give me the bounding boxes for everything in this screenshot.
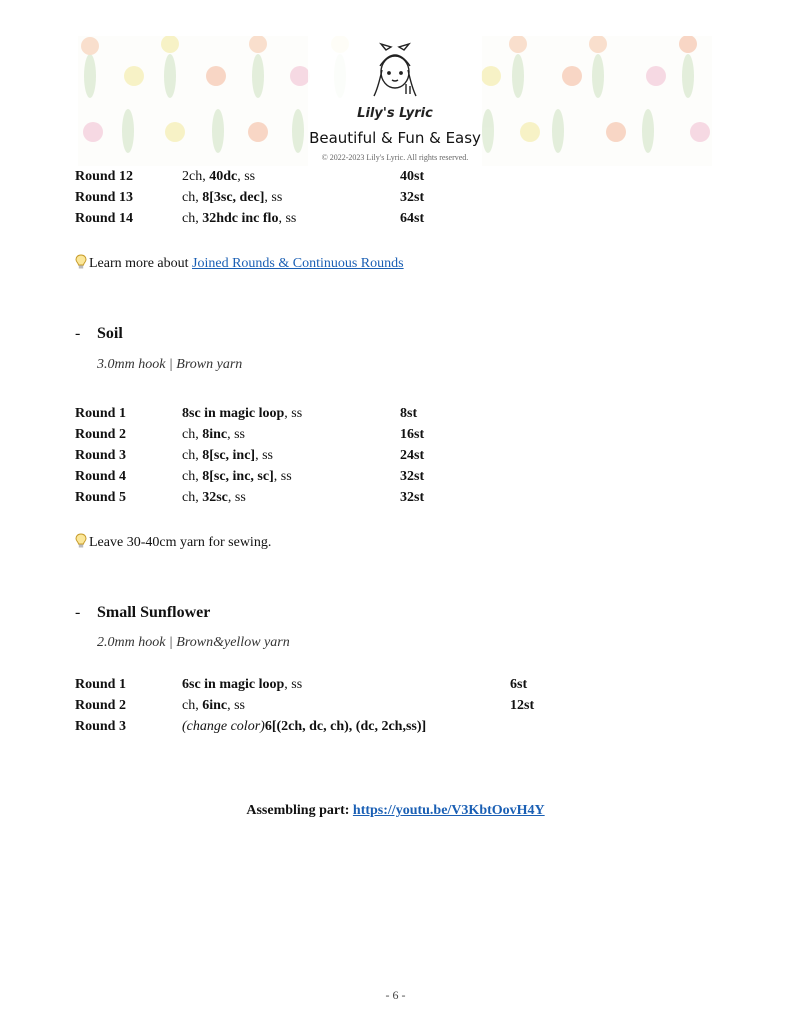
page-number: - 6 - bbox=[385, 988, 406, 1002]
assembling-video-link[interactable]: https://youtu.be/V3KbtOovH4Y bbox=[352, 803, 545, 818]
stitch-count: 32st bbox=[400, 490, 425, 505]
stitch-count: 24st bbox=[400, 448, 425, 463]
tip-joined-rounds bbox=[75, 254, 404, 272]
round-label: Round 2 bbox=[75, 427, 126, 442]
tip-text: Learn more about bbox=[89, 256, 193, 271]
section-heading-sunflower: - Small Sunflower bbox=[75, 604, 211, 621]
round-instruction: ch, 32hdc inc flo, ss bbox=[182, 211, 297, 226]
round-instruction: 2ch, 40dc, ss bbox=[182, 169, 256, 184]
assembling-line: Assembling part: https://youtu.be/V3KbtOovH4Y bbox=[246, 803, 545, 818]
stitch-count: 40st bbox=[400, 169, 425, 184]
sunflower-subtitle: 2.0mm hook | Brown&yellow yarn bbox=[97, 635, 290, 650]
round-instruction: ch, 8inc, ss bbox=[182, 427, 246, 442]
round-instruction: 6sc in magic loop, ss bbox=[182, 677, 303, 692]
stitch-count: 32st bbox=[400, 190, 425, 205]
logo-subtitle: Beautiful & Fun & Easy bbox=[309, 129, 481, 147]
round-instruction: ch, 8[sc, inc], ss bbox=[182, 448, 274, 463]
stitch-count: 64st bbox=[400, 211, 425, 226]
stitch-count: 12st bbox=[510, 698, 535, 713]
soil-subtitle: 3.0mm hook | Brown yarn bbox=[97, 357, 243, 372]
tip-text: Leave 30-40cm yarn for sewing. bbox=[89, 535, 272, 550]
logo-title: Lily's Lyric bbox=[357, 106, 433, 121]
header-banner bbox=[78, 36, 712, 166]
stitch-count: 8st bbox=[400, 406, 418, 421]
round-label: Round 5 bbox=[75, 490, 126, 505]
round-label: Round 2 bbox=[75, 698, 126, 713]
lightbulb-icon bbox=[75, 254, 87, 270]
round-label: Round 14 bbox=[75, 211, 133, 226]
round-instruction: 8sc in magic loop, ss bbox=[182, 406, 303, 421]
round-instruction: ch, 32sc, ss bbox=[182, 490, 246, 505]
stitch-count: 16st bbox=[400, 427, 425, 442]
joined-rounds-link[interactable]: Joined Rounds & Continuous Rounds bbox=[192, 256, 404, 271]
round-label: Round 13 bbox=[75, 190, 133, 205]
round-label: Round 3 bbox=[75, 448, 126, 463]
round-label: Round 1 bbox=[75, 406, 126, 421]
round-label: Round 12 bbox=[75, 169, 133, 184]
round-label: Round 4 bbox=[75, 469, 126, 484]
stitch-count: 6st bbox=[510, 677, 528, 692]
copyright: © 2022-2023 Lily's Lyric. All rights reserved. bbox=[321, 153, 469, 162]
lightbulb-icon bbox=[75, 533, 87, 549]
stitch-count: 32st bbox=[400, 469, 425, 484]
round-instruction: (change color)6[(2ch, dc, ch), (dc, 2ch,ss)] bbox=[182, 719, 427, 734]
round-label: Round 3 bbox=[75, 719, 126, 734]
round-instruction: ch, 8[3sc, dec], ss bbox=[182, 190, 283, 205]
round-instruction: ch, 8[sc, inc, sc], ss bbox=[182, 469, 292, 484]
tip-sewing bbox=[75, 533, 271, 551]
section-heading-soil: - Soil bbox=[75, 325, 123, 342]
round-instruction: ch, 6inc, ss bbox=[182, 698, 246, 713]
round-label: Round 1 bbox=[75, 677, 126, 692]
